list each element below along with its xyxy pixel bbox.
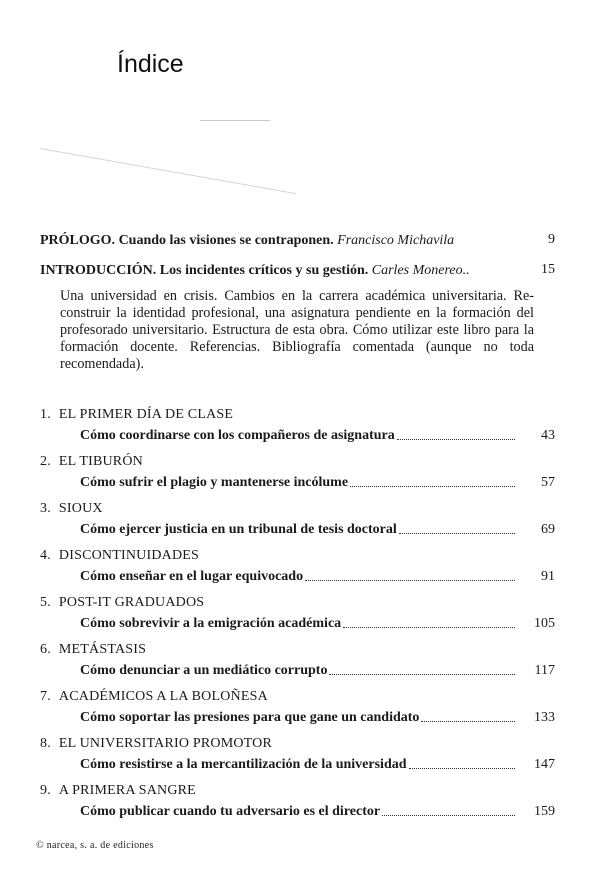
prologue-label: PRÓLOGO. (40, 233, 116, 248)
toc-introduction[interactable] (40, 262, 555, 280)
chapter-title-text: DISCONTINUIDADES (58, 548, 199, 563)
chapter-title-text: ACADÉMICOS A LA BOLOÑESA (58, 689, 268, 704)
chapter-title-text: EL PRIMER DÍA DE CLASE (58, 407, 234, 422)
chapter-subtitle: Cómo sufrir el plagio y mantenerse incólume (80, 475, 349, 490)
chapter-title-text: A PRIMERA SANGRE (58, 783, 196, 798)
dot-leader (409, 767, 515, 769)
chapter-page: 159 (534, 804, 555, 819)
chapter-subtitle: Cómo enseñar en el lugar equivocado (80, 569, 304, 584)
chapter-subtitle-row (80, 663, 515, 679)
introduction-label: INTRODUCCIÓN. (40, 263, 157, 278)
toc-prologue[interactable] (40, 232, 555, 250)
chapter-number: 9. (40, 783, 51, 798)
chapter-title-text: SIOUX (58, 501, 103, 516)
chapter-page: 57 (541, 475, 555, 490)
chapter-title (40, 736, 272, 752)
chapter-subtitle-row (80, 616, 515, 632)
dot-leader (382, 814, 515, 816)
chapter-page: 91 (541, 569, 555, 584)
chapter-title-text: METÁSTASIS (58, 642, 147, 657)
page-title: Índice (117, 50, 184, 78)
dot-leader (397, 438, 515, 440)
chapter-number: 8. (40, 736, 51, 751)
chapter-title (40, 689, 268, 705)
chapter-title (40, 548, 199, 564)
chapter-number: 5. (40, 595, 51, 610)
chapter-page: 133 (534, 710, 555, 725)
introduction-page: 15 (541, 262, 555, 277)
dot-leader (350, 485, 515, 487)
chapter-number: 7. (40, 689, 51, 704)
chapter-page: 147 (534, 757, 555, 772)
chapter-subtitle-row (80, 475, 515, 491)
chapter-page: 117 (534, 663, 555, 678)
introduction-summary: Una universidad en crisis. Cambios en la carrera académica universitaria. Re-construir la identidad profesional, una asignatura pendiente en la formación del profesorado universitario. Estructura de esta obra. Cómo utilizar este libro para la formación docente. Referencias. Bibliografía comentada (aunque no toda recomendada). (60, 288, 534, 372)
chapter-number: 2. (40, 454, 51, 469)
dot-leader (421, 720, 515, 722)
chapter-number: 4. (40, 548, 51, 563)
chapter-title-text: POST-IT GRADUADOS (58, 595, 205, 610)
chapter-title-text: EL UNIVERSITARIO PROMOTOR (58, 736, 273, 751)
chapter-subtitle: Cómo coordinarse con los compañeros de asignatura (80, 428, 395, 443)
dot-leader (399, 532, 515, 534)
prologue-title: Cuando las visiones se contraponen. (118, 233, 334, 248)
chapter-title (40, 501, 103, 517)
chapter-subtitle: Cómo denunciar a un mediático corrupto (80, 663, 328, 678)
chapter-subtitle-row (80, 428, 515, 444)
chapter-title (40, 783, 196, 799)
chapter-title-text: EL TIBURÓN (58, 454, 143, 469)
introduction-title: Los incidentes críticos y su gestión. (159, 263, 369, 278)
chapter-title (40, 454, 143, 470)
chapter-title (40, 642, 146, 658)
introduction-author: Carles Monereo.. (371, 263, 470, 278)
dot-leader (305, 579, 515, 581)
chapter-subtitle-row (80, 757, 515, 773)
chapter-number: 3. (40, 501, 51, 516)
chapter-subtitle: Cómo soportar las presiones para que gane un candidato (80, 710, 420, 725)
chapter-page: 69 (541, 522, 555, 537)
copyright-footer: © narcea, s. a. de ediciones (36, 840, 154, 851)
chapter-subtitle: Cómo ejercer justicia en un tribunal de tesis doctoral (80, 522, 397, 537)
chapter-title (40, 595, 204, 611)
chapter-number: 1. (40, 407, 51, 422)
dot-leader (329, 673, 515, 675)
chapter-subtitle: Cómo publicar cuando tu adversario es el director (80, 804, 381, 819)
chapter-title (40, 407, 233, 423)
chapter-subtitle-row (80, 804, 515, 820)
chapter-subtitle: Cómo resistirse a la mercantilización de la universidad (80, 757, 407, 772)
chapter-subtitle-row (80, 522, 515, 538)
prologue-author: Francisco Michavila (337, 233, 455, 248)
chapter-page: 43 (541, 428, 555, 443)
chapter-subtitle-row (80, 710, 515, 726)
decorative-streak (40, 148, 296, 194)
chapter-number: 6. (40, 642, 51, 657)
chapter-subtitle-row (80, 569, 515, 585)
chapter-page: 105 (534, 616, 555, 631)
decorative-streak (200, 120, 270, 121)
chapter-subtitle: Cómo sobrevivir a la emigración académica (80, 616, 342, 631)
prologue-page: 9 (548, 232, 555, 247)
dot-leader (343, 626, 515, 628)
